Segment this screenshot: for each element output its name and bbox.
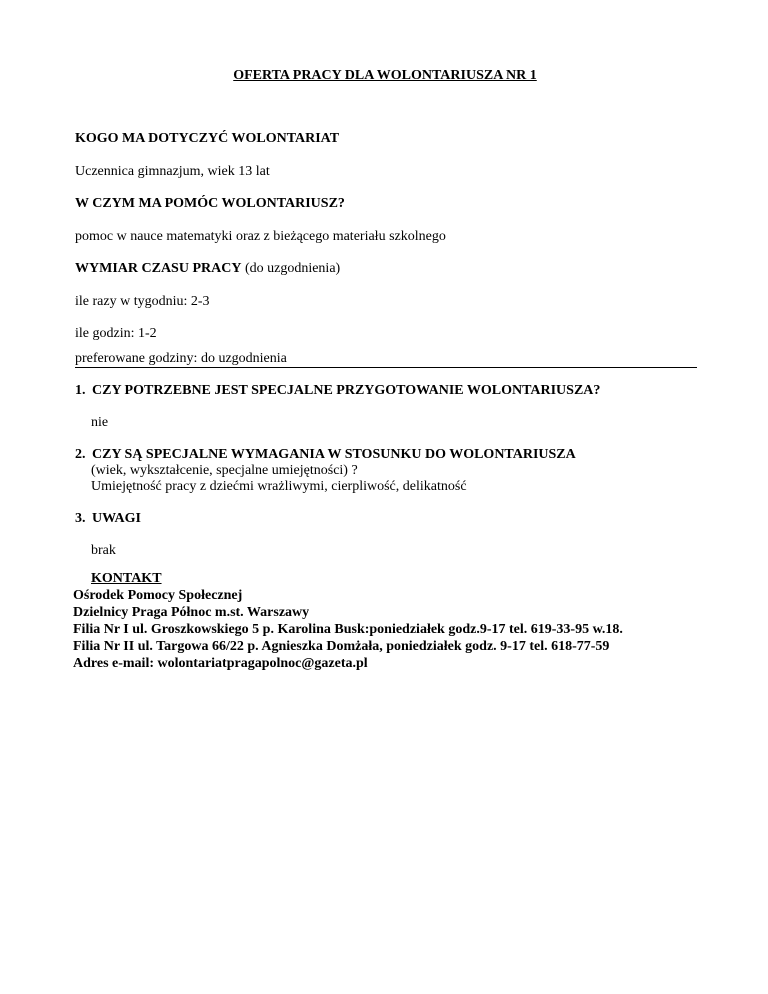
page-title: OFERTA PRACY DLA WOLONTARIUSZA NR 1 [233,68,537,83]
contact-block [73,587,623,672]
time-heading-line [75,261,340,277]
time-per-week: ile razy w tygodniu: 2-3 [75,294,210,309]
question-2-heading [75,447,576,463]
question-1-number: 1. [75,383,86,398]
time-heading-note: (do uzgodnienia) [241,261,341,276]
question-3-heading [75,511,141,527]
time-heading: WYMIAR CZASU PRACY [75,261,242,276]
time-preferred: preferowane godziny: do uzgodnienia [75,351,287,366]
who-heading: KOGO MA DOTYCZYĆ WOLONTARIAT [75,131,340,146]
help-heading: W CZYM MA POMÓC WOLONTARIUSZ? [75,196,345,211]
contact-line-branch-1: Filia Nr I ul. Groszkowskiego 5 p. Karolina Busk:poniedziałek godz.9-17 tel. 619-33-95 w.18. [73,622,623,637]
contact-line-branch-2: Filia Nr II ul. Targowa 66/22 p. Agnieszka Domżała, poniedziałek godz. 9-17 tel. 618-77-59 [73,639,610,654]
question-2-number: 2. [75,447,86,462]
question-2-answer: Umiejętność pracy z dziećmi wrażliwymi, cierpliwość, delikatność [91,479,467,494]
contact-line-office: Ośrodek Pomocy Społecznej [73,588,243,603]
question-3-number: 3. [75,511,86,526]
who-value: Uczennica gimnazjum, wiek 13 lat [75,164,270,179]
question-1-heading [75,383,600,399]
question-1-answer: nie [91,415,109,430]
question-2-text: CZY SĄ SPECJALNE WYMAGANIA W STOSUNKU DO WOLONTARIUSZA [92,447,576,462]
time-hours: ile godzin: 1-2 [75,326,157,341]
question-1-text: CZY POTRZEBNE JEST SPECJALNE PRZYGOTOWANIE WOLONTARIUSZA? [92,383,601,398]
question-3-answer: brak [91,543,116,558]
contact-heading: KONTAKT [91,571,162,586]
contact-line-district: Dzielnicy Praga Północ m.st. Warszawy [73,605,310,620]
section-divider [75,367,697,368]
question-2-subheading: (wiek, wykształcenie, specjalne umiejętności) ? [91,463,358,478]
contact-line-email: Adres e-mail: wolontariatpragapolnoc@gazeta.pl [73,656,368,671]
help-value: pomoc w nauce matematyki oraz z bieżącego materiału szkolnego [75,229,446,244]
question-3-text: UWAGI [92,511,142,526]
